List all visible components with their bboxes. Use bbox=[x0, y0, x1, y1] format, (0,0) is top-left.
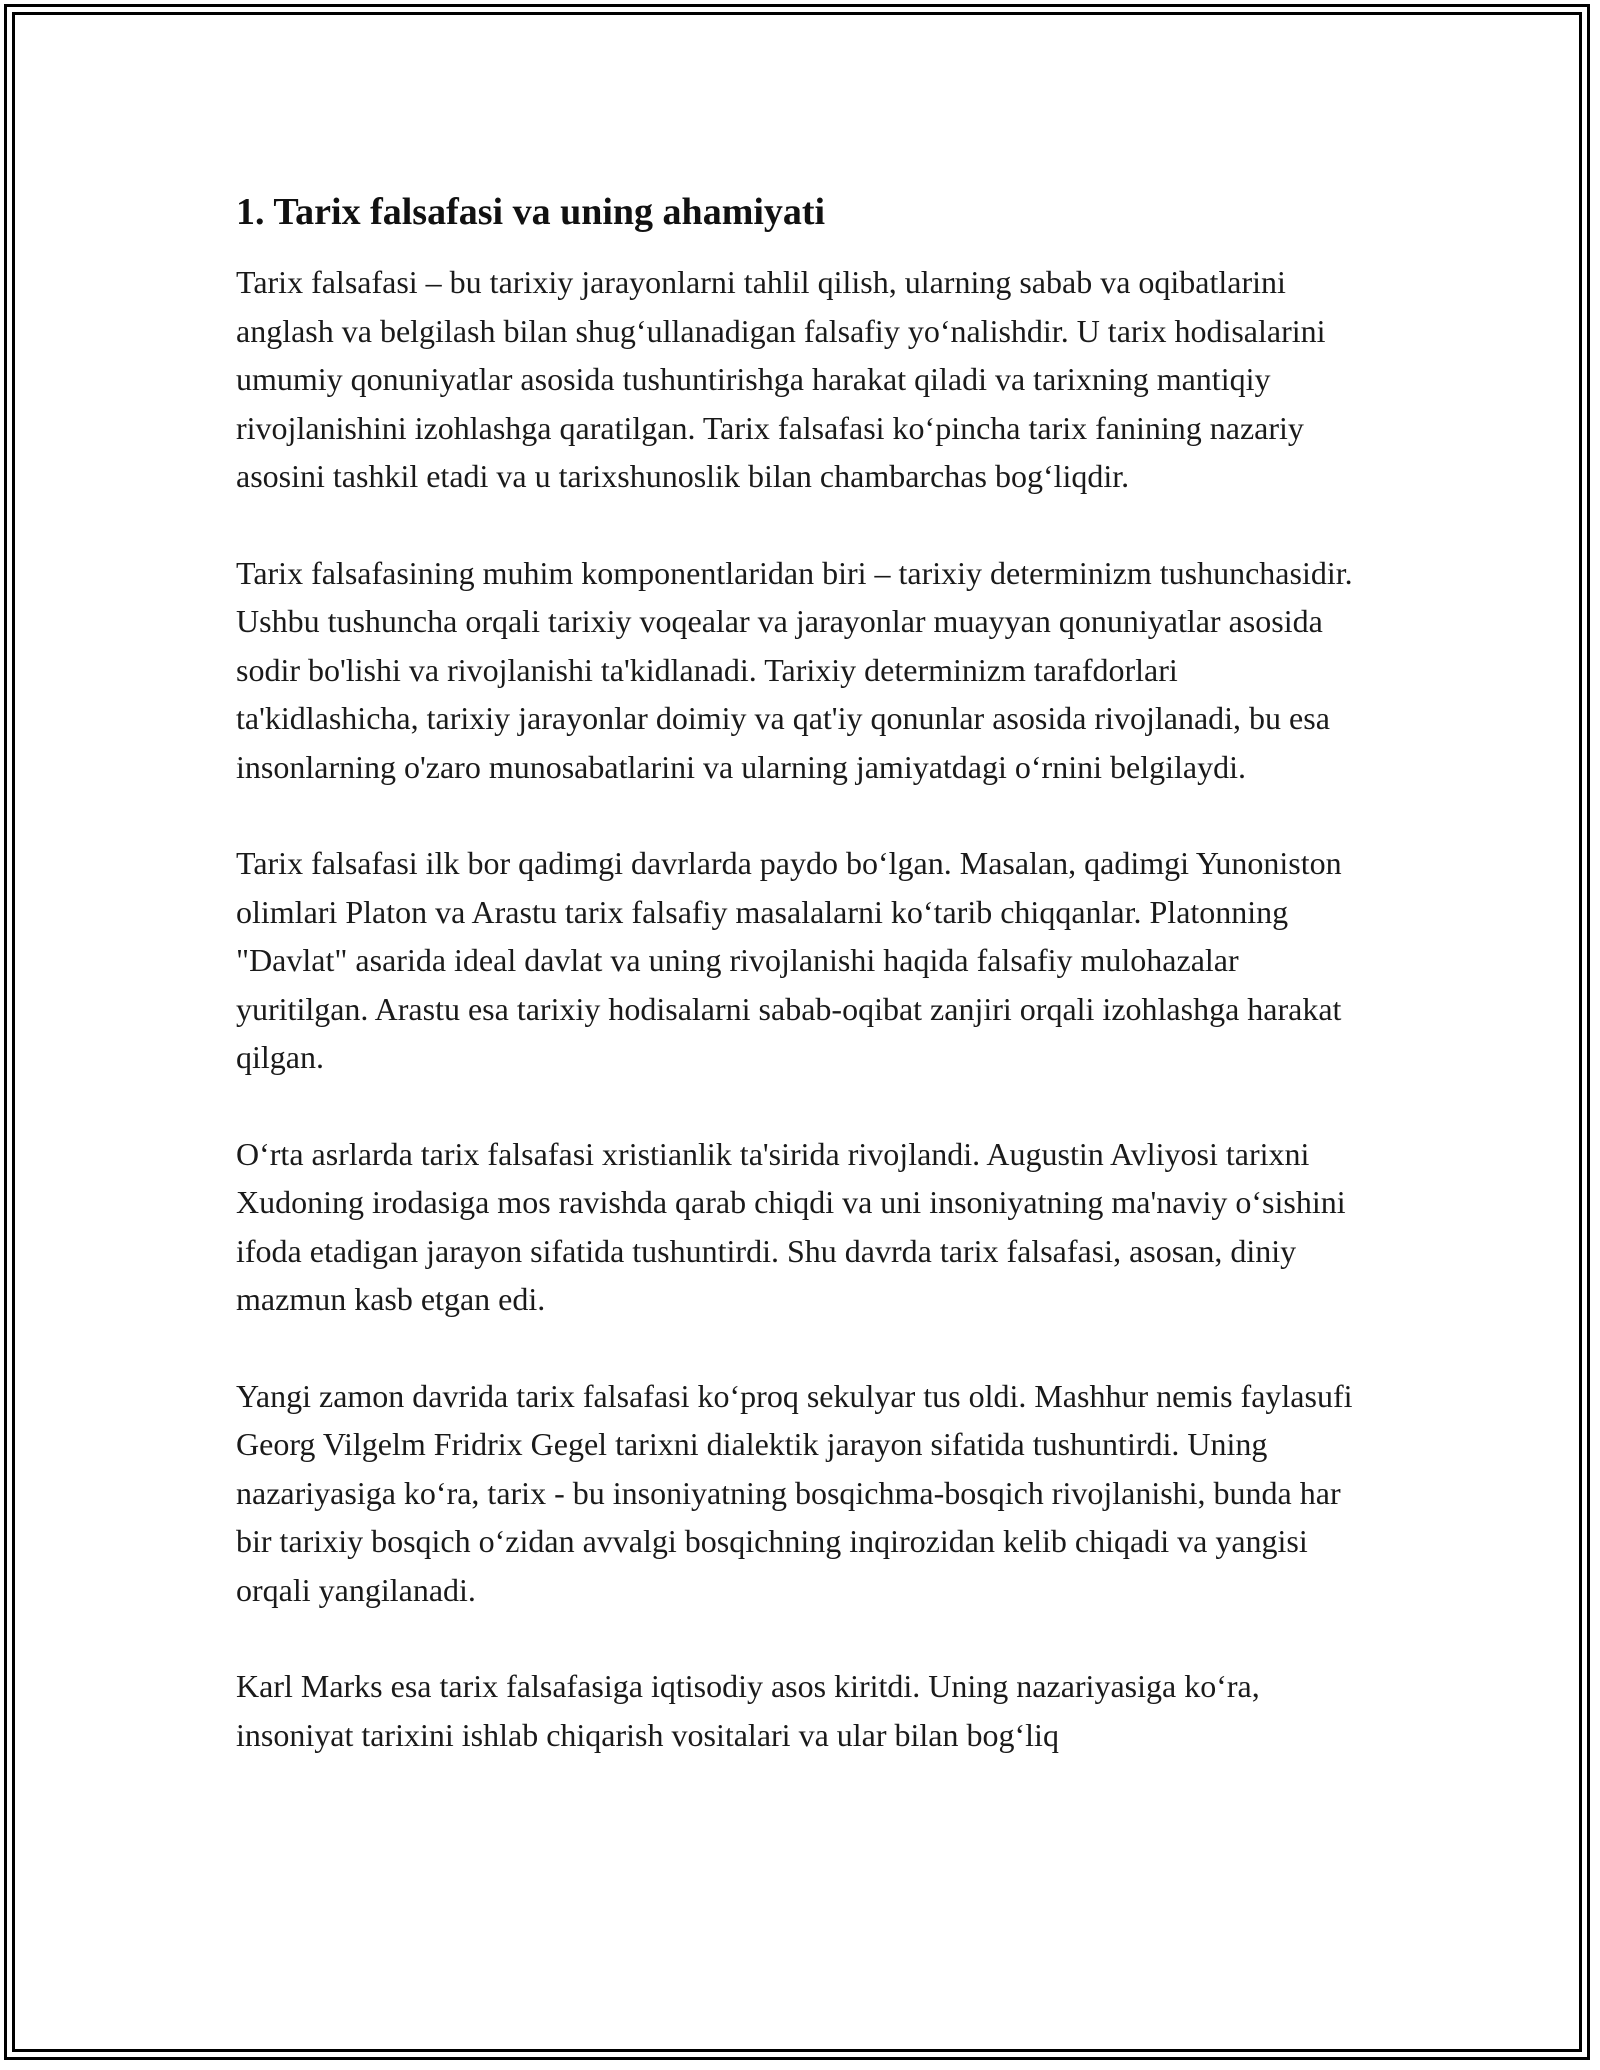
paragraph-definition: Tarix falsafasi – bu tarixiy jarayonlarni tahlil qilish, ularning sabab va oqibatlarini anglash va belgilash bilan shug‘ullanadigan falsafiy yo‘nalishdir. U tarix hodisalarini umumiy qonuniyatlar asosida tushuntirishga harakat qiladi va tarixning mantiqiy rivojlanishini izohlashga qaratilgan. Tarix falsafasi ko‘pincha tarix fanining nazariy asosini tashkil etadi va u tarixshunoslik bilan chambarchas bog‘liqdir. bbox=[236, 264, 1326, 494]
paragraph-marx: Karl Marks esa tarix falsafasiga iqtisodiy asos kiritdi. Uning nazariyasiga ko‘ra, insoniyat tarixini ishlab chiqarish vositalari va ular bilan bog‘liq bbox=[236, 1668, 1260, 1753]
document-body bbox=[236, 188, 1356, 1759]
section-heading: 1. Tarix falsafasi va uning ahamiyati bbox=[236, 191, 826, 233]
paragraph-modern-era: Yangi zamon davrida tarix falsafasi ko‘proq sekulyar tus oldi. Mashhur nemis faylasufi Georg Vilgelm Fridrix Gegel tarixni dialektik jarayon sifatida tushuntirdi. Uning nazariyasiga ko‘ra, tarix - bu insoniyatning bosqichma-bosqich rivojlanishi, bunda har bir tarixiy bosqich o‘zidan avvalgi bosqichning inqirozidan kelib chiqadi va yangisi orqali yangilanadi. bbox=[236, 1377, 1353, 1608]
paragraph-middle-ages: O‘rta asrlarda tarix falsafasi xristianlik ta'sirida rivojlandi. Augustin Avliyosi tarixni Xudoning irodasiga mos ravishda qarab chiqdi va uni insoniyatning ma'naviy o‘sishini ifoda etadigan jarayon sifatida tushuntirdi. Shu davrda tarix falsafasi, asosan, diniy mazmun kasb etgan edi. bbox=[236, 1135, 1346, 1317]
paragraph-determinism: Tarix falsafasining muhim komponentlaridan biri – tarixiy determinizm tushunchasidir. Ushbu tushuncha orqali tarixiy voqealar va jarayonlar muayyan qonuniyatlar asosida sodir bo'lishi va rivojlanishi ta'kidlanadi. Tarixiy determinizm tarafdorlari ta'kidlashicha, tarixiy jarayonlar doimiy va qat'iy qonunlar asosida rivojlanadi, bu esa insonlarning o'zaro munosabatlarini va ularning jamiyatdagi o‘rnini belgilaydi. bbox=[236, 554, 1353, 785]
paragraph-ancient-period: Tarix falsafasi ilk bor qadimgi davrlarda paydo bo‘lgan. Masalan, qadimgi Yunoniston olimlari Platon va Arastu tarix falsafiy masalalarni ko‘tarib chiqqanlar. Platonning "Davlat" asarida ideal davlat va uning rivojlanishi haqida falsafiy mulohazalar yuritilgan. Arastu esa tarixiy hodisalarni sabab-oqibat zanjiri orqali izohlashga harakat qilgan. bbox=[236, 845, 1342, 1075]
